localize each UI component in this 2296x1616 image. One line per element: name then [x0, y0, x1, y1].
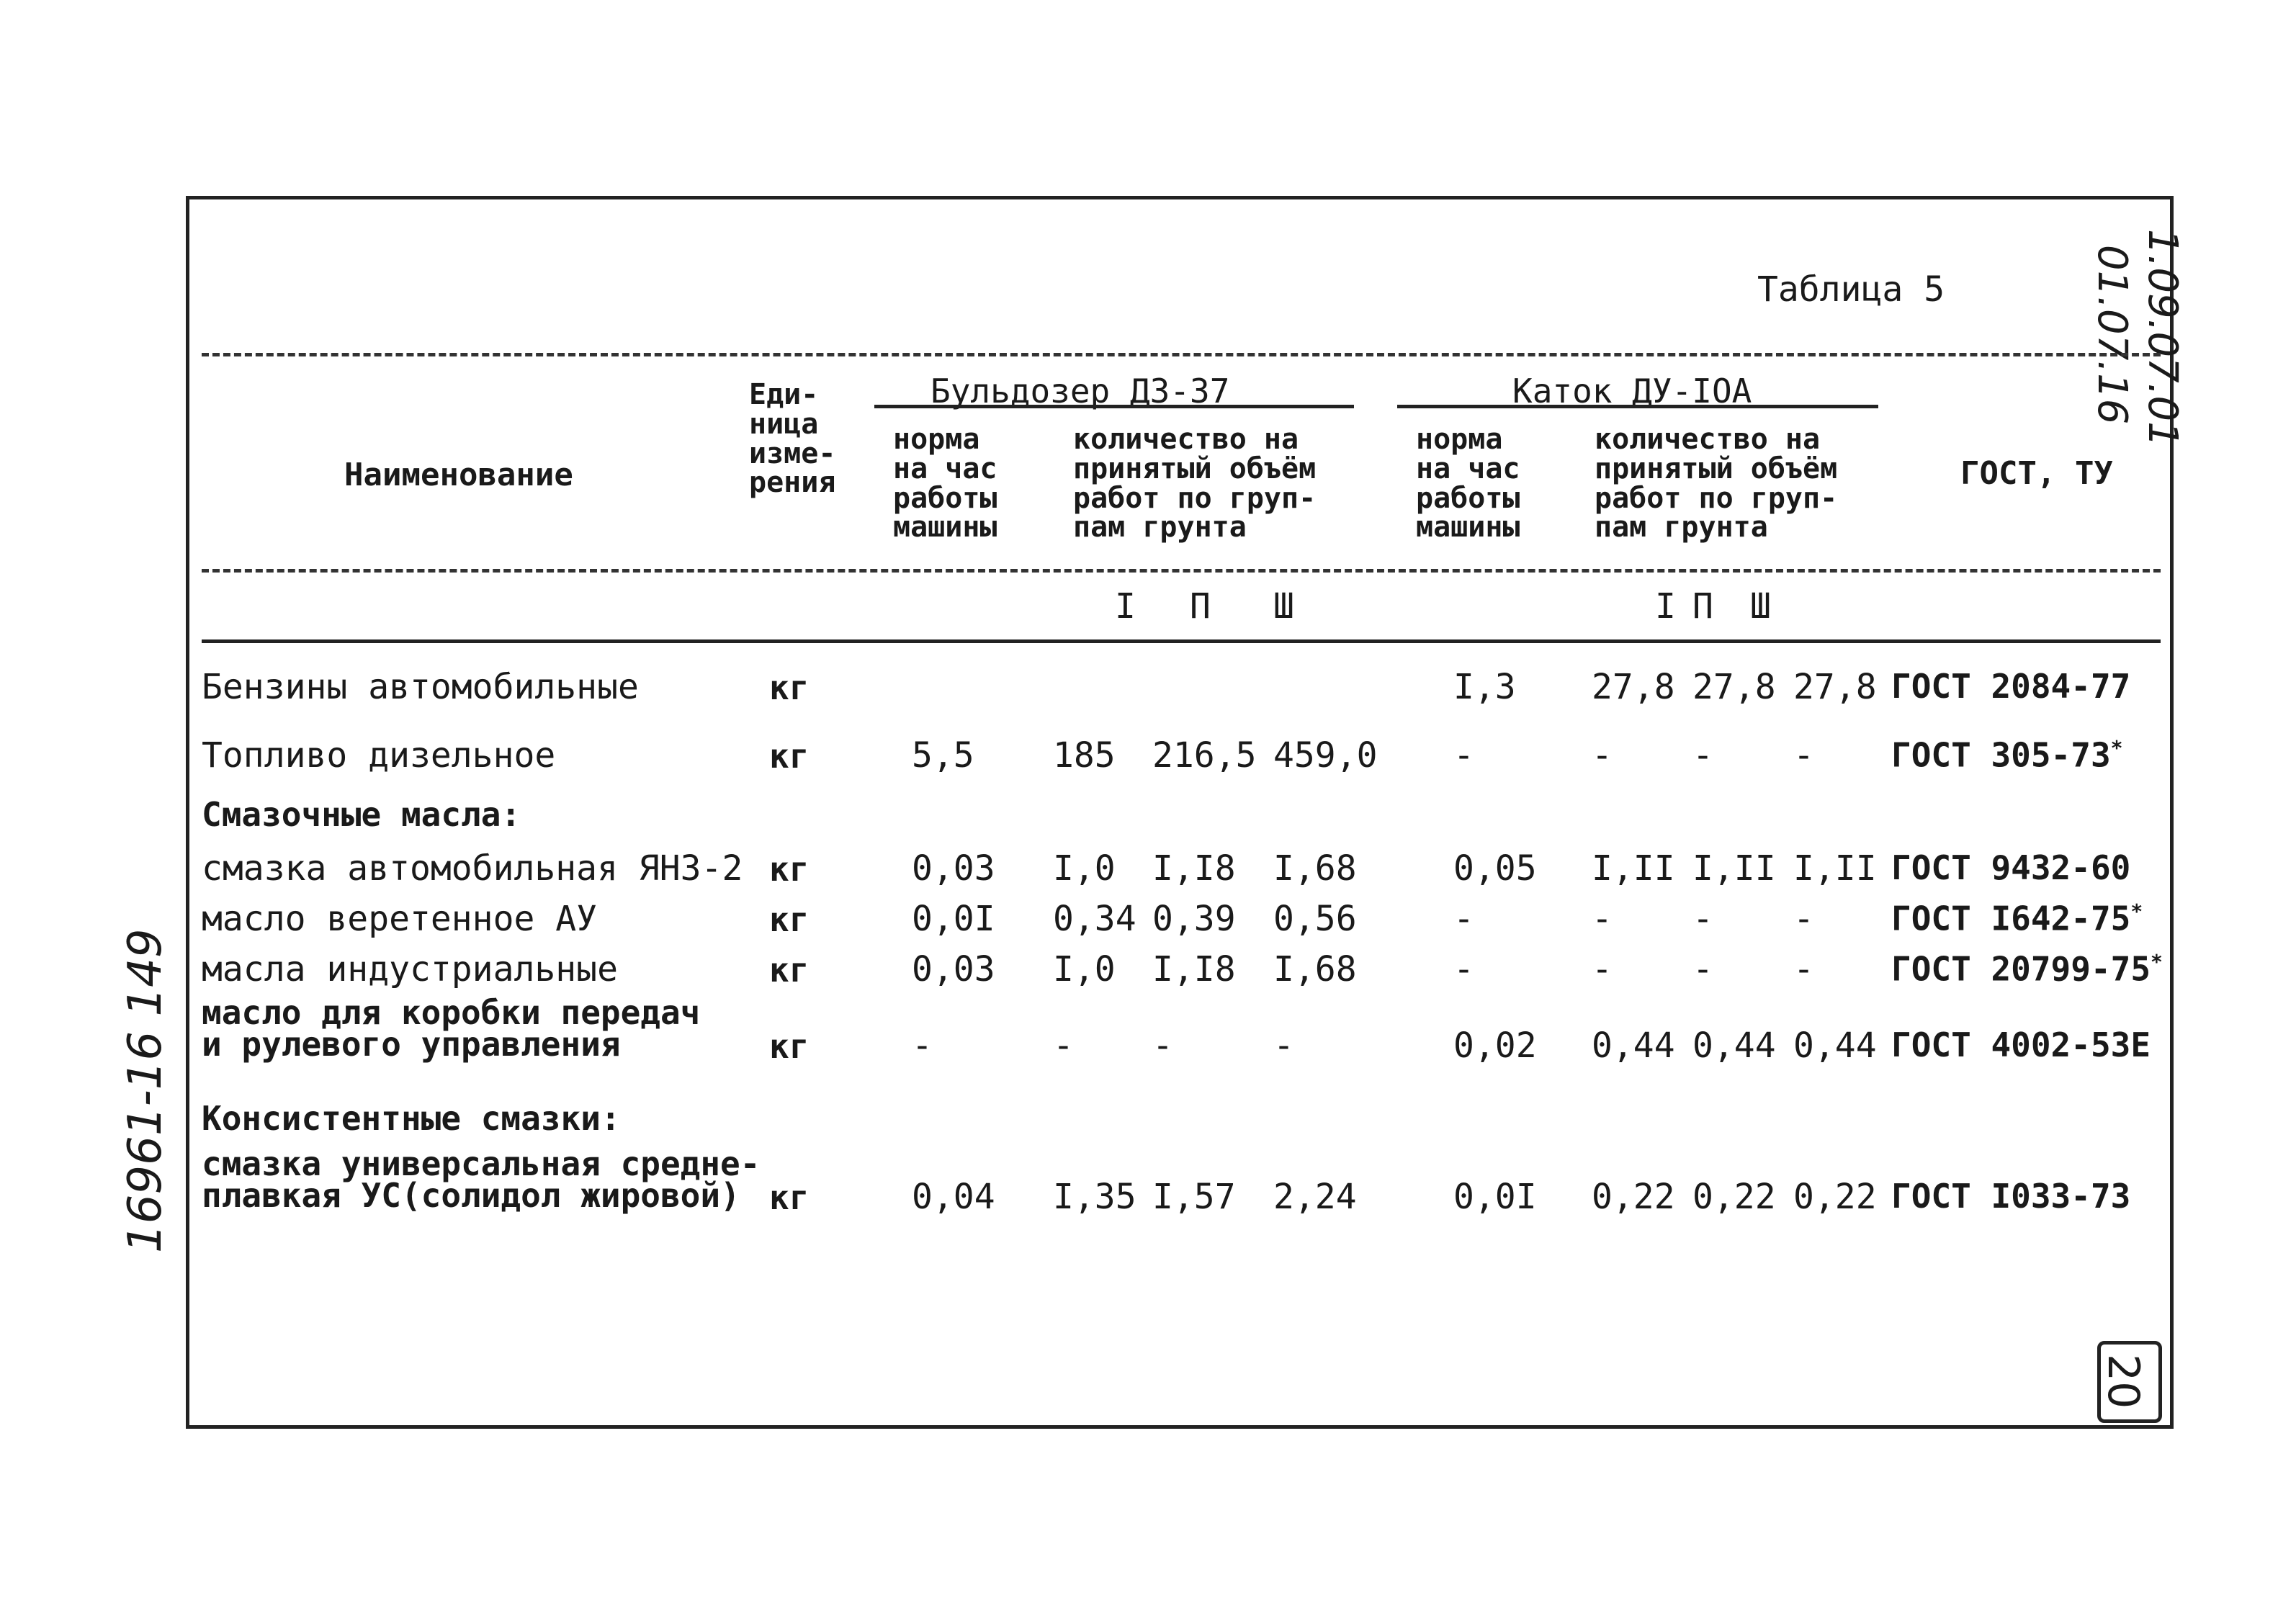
- group-label-r1: I: [1655, 586, 1676, 627]
- row-value-b-norm: 0,0I: [912, 899, 995, 939]
- header-unit: Еди- ница изме- рения: [749, 378, 836, 500]
- row-value-r-norm: -: [1453, 899, 1474, 939]
- row-value-b3: 0,56: [1273, 899, 1357, 939]
- header-roller-norm: норма на час работы машины: [1416, 423, 1520, 544]
- section-heading: Консистентные смазки:: [202, 1099, 621, 1138]
- page-number: 20: [2098, 1354, 2148, 1409]
- row-value-b3: I,68: [1273, 848, 1357, 889]
- row-unit: кг: [769, 951, 810, 989]
- row-value-b2: 216,5: [1152, 735, 1257, 776]
- group-label-b1: I: [1115, 586, 1136, 627]
- row-value-b2: 0,39: [1152, 899, 1236, 939]
- row-value-b2: I,57: [1152, 1177, 1236, 1217]
- row-value-b-norm: 5,5: [912, 735, 974, 776]
- amendment-mark: *: [2151, 950, 2163, 974]
- row-value-b2: I,I8: [1152, 848, 1236, 889]
- header-bulldozer-quantity: количество на принятый объём работ по груп- пам грунта: [1073, 423, 1317, 544]
- row-gost: ГОСТ 305-73*: [1891, 735, 2123, 775]
- row-value-b1: 185: [1053, 735, 1116, 776]
- roller-underline: [1397, 405, 1878, 408]
- row-value-b-norm: 0,03: [912, 949, 995, 989]
- group-label-r2: П: [1692, 586, 1713, 627]
- row-value-r1: I,II: [1592, 848, 1675, 889]
- group-label-r3: Ш: [1750, 586, 1771, 627]
- row-gost: ГОСТ 2084-77: [1891, 667, 2131, 706]
- row-value-b1: I,0: [1053, 949, 1116, 989]
- amendment-mark: *: [2130, 899, 2143, 923]
- row-unit: кг: [769, 1178, 810, 1217]
- row-value-r-norm: I,3: [1453, 667, 1516, 707]
- header-bulldozer: Бульдозер ДЗ-37: [930, 372, 1230, 410]
- header-top-rule: [202, 353, 2161, 356]
- row-value-b3: 459,0: [1273, 735, 1378, 776]
- row-value-r-norm: 0,0I: [1453, 1177, 1537, 1217]
- bulldozer-underline: [874, 405, 1354, 408]
- table-title: Таблица 5: [1757, 269, 1945, 310]
- row-gost: ГОСТ I033-73: [1891, 1177, 2131, 1216]
- row-gost: ГОСТ 4002-53Е: [1891, 1025, 2151, 1064]
- group-label-b3: Ш: [1273, 586, 1294, 627]
- row-value-r-norm: -: [1453, 949, 1474, 989]
- row-gost: ГОСТ 9432-60: [1891, 848, 2131, 887]
- row-name: масло для коробки передач и рулевого управления: [202, 993, 701, 1064]
- row-gost: ГОСТ I642-75*: [1891, 899, 2143, 938]
- row-gost: ГОСТ 20799-75*: [1891, 949, 2163, 989]
- header-name: Наименование: [344, 457, 573, 493]
- row-value-r-norm: 0,05: [1453, 848, 1537, 889]
- row-value-r2: -: [1692, 899, 1713, 939]
- document-code-secondary: 01.07.16: [2089, 245, 2135, 425]
- group-label-b2: П: [1190, 586, 1211, 627]
- row-value-r3: I,II: [1793, 848, 1877, 889]
- row-name: смазка универсальная средне- плавкая УС(солидол жировой): [202, 1144, 761, 1216]
- document-code-primary: 1.09.07.01: [2139, 229, 2186, 447]
- header-bottom-rule: [202, 569, 2161, 573]
- row-value-b1: I,35: [1053, 1177, 1136, 1217]
- header-roller: Каток ДУ-IOA: [1512, 372, 1752, 410]
- row-name: смазка автомобильная ЯНЗ-2: [202, 848, 743, 889]
- row-unit: кг: [769, 900, 810, 939]
- row-value-r3: 0,22: [1793, 1177, 1877, 1217]
- margin-inventory-note: 16961-16 149: [119, 928, 172, 1253]
- row-value-r1: -: [1592, 735, 1613, 776]
- row-value-r-norm: -: [1453, 735, 1474, 776]
- row-value-b-norm: 0,04: [912, 1177, 995, 1217]
- row-value-b-norm: -: [912, 1025, 933, 1066]
- row-value-r1: -: [1592, 899, 1613, 939]
- row-name: Бензины автомобильные: [202, 667, 639, 707]
- row-unit: кг: [769, 1027, 810, 1066]
- row-value-r3: -: [1793, 735, 1814, 776]
- body-top-rule: [202, 639, 2161, 643]
- row-value-b2: -: [1152, 1025, 1173, 1066]
- row-unit: кг: [769, 850, 810, 889]
- row-value-b3: 2,24: [1273, 1177, 1357, 1217]
- row-value-b1: 0,34: [1053, 899, 1136, 939]
- row-value-b1: I,0: [1053, 848, 1116, 889]
- row-value-r2: 0,44: [1692, 1025, 1776, 1066]
- row-value-b3: I,68: [1273, 949, 1357, 989]
- amendment-mark: *: [2110, 736, 2123, 760]
- row-name: Топливо дизельное: [202, 735, 556, 776]
- row-value-r2: -: [1692, 735, 1713, 776]
- header-gost: ГОСТ, ТУ: [1960, 455, 2113, 492]
- row-value-b1: -: [1053, 1025, 1074, 1066]
- row-value-r1: 0,22: [1592, 1177, 1675, 1217]
- row-name: масло веретенное АУ: [202, 899, 598, 939]
- row-value-r1: 27,8: [1592, 667, 1675, 707]
- row-name: масла индустриальные: [202, 949, 618, 989]
- row-unit: кг: [769, 737, 810, 776]
- row-unit: кг: [769, 668, 810, 707]
- row-value-r2: 27,8: [1692, 667, 1776, 707]
- row-value-b3: -: [1273, 1025, 1294, 1066]
- row-value-r3: -: [1793, 949, 1814, 989]
- row-value-b2: I,I8: [1152, 949, 1236, 989]
- row-value-r1: 0,44: [1592, 1025, 1675, 1066]
- row-value-r1: -: [1592, 949, 1613, 989]
- row-value-r3: 27,8: [1793, 667, 1877, 707]
- row-value-r2: 0,22: [1692, 1177, 1776, 1217]
- row-value-r3: 0,44: [1793, 1025, 1877, 1066]
- row-value-r3: -: [1793, 899, 1814, 939]
- row-value-b-norm: 0,03: [912, 848, 995, 889]
- row-value-r-norm: 0,02: [1453, 1025, 1537, 1066]
- section-heading: Смазочные масла:: [202, 795, 521, 834]
- header-roller-quantity: количество на принятый объём работ по груп- пам грунта: [1595, 423, 1838, 544]
- row-value-r2: -: [1692, 949, 1713, 989]
- header-bulldozer-norm: норма на час работы машины: [893, 423, 997, 544]
- row-value-r2: I,II: [1692, 848, 1776, 889]
